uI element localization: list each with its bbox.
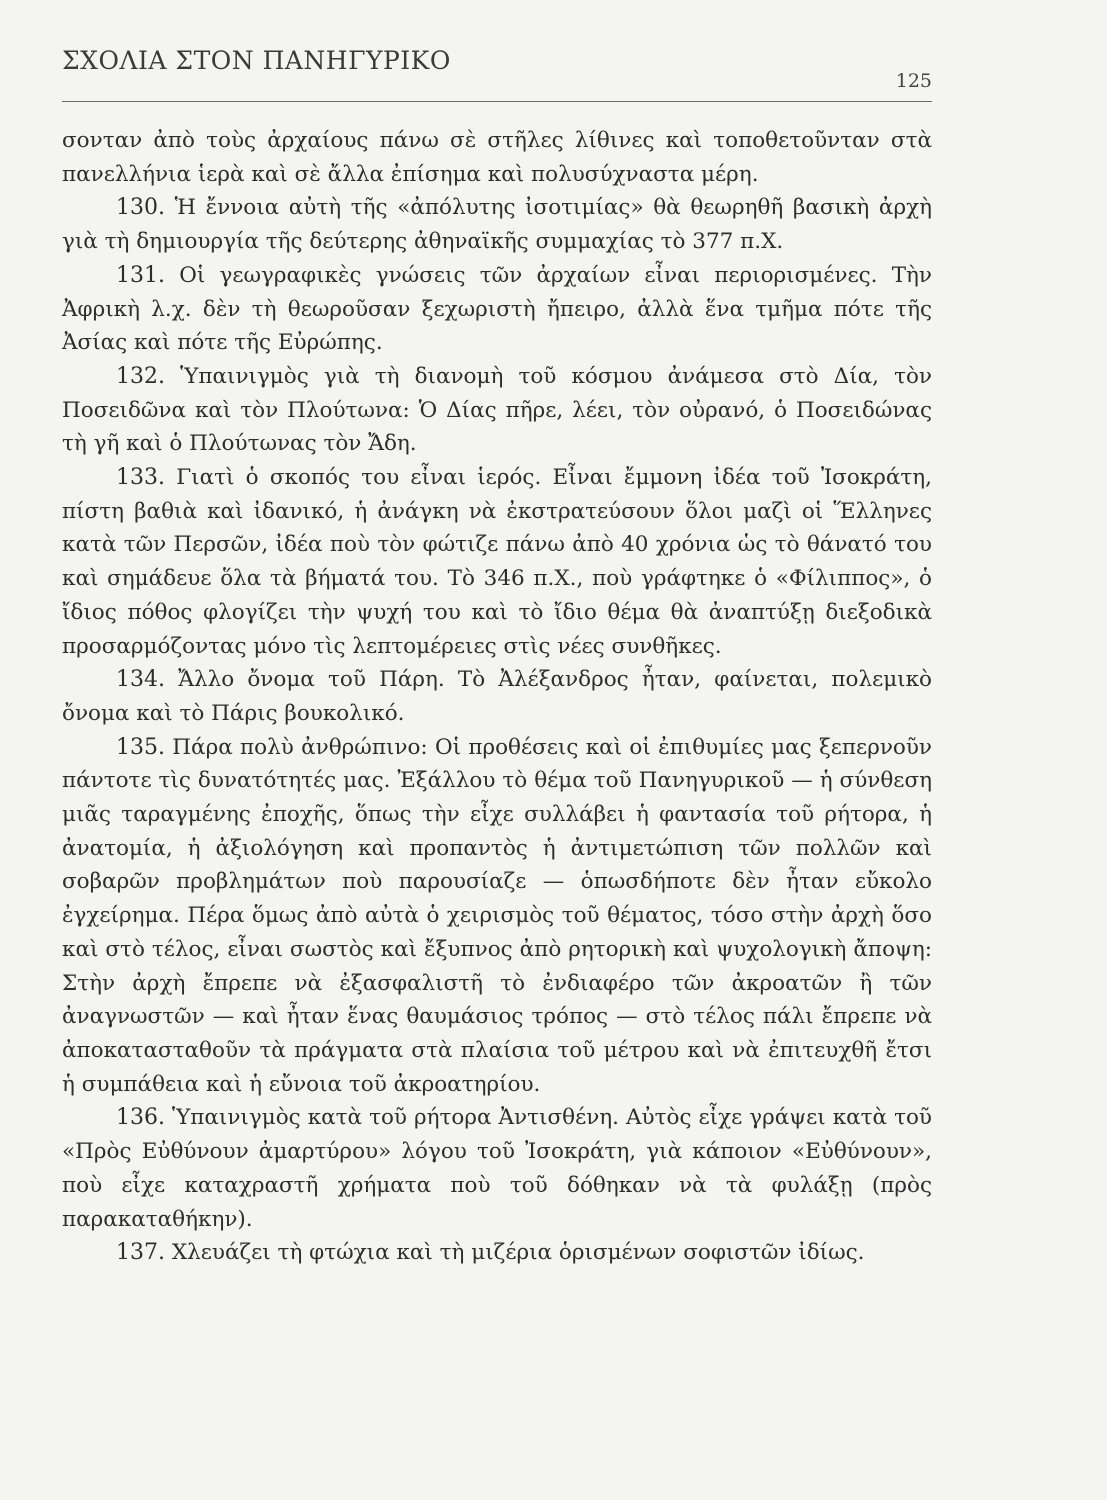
note-number: 132. [116, 363, 165, 389]
note-text: Ἡ ἔννοια αὐτὴ τῆς «ἀπόλυτης ἰσοτιμίας» θὰ θεωρηθῆ βασικὴ ἀρχὴ γιὰ τὴ δημιουργία τῆς δεύτερης ἀθηναϊκῆς συμμαχίας τὸ 377 π.Χ. [62, 195, 932, 255]
note-text: Ὑπαινιγμὸς κατὰ τοῦ ρήτορα Ἀντισθένη. Αὐτὸς εἶχε γράψει κατὰ τοῦ «Πρὸς Εὐθύνουν ἀμαρτύρου» λόγου τοῦ Ἰσοκράτη, γιὰ κάποιον «Εὐθύνουν», ποὺ εἶχε καταχραστῆ χρήματα ποὺ τοῦ δόθηκαν νὰ τὰ φυλάξῃ (πρὸς παρακαταθήκην). [62, 1105, 932, 1232]
note-number: 131. [116, 262, 165, 288]
note-number: 133. [116, 465, 165, 491]
note-130 [62, 191, 932, 258]
header-rule [62, 101, 932, 102]
note-133 [62, 461, 932, 663]
note-text: Χλευάζει τὴ φτώχια καὶ τὴ μιζέρια ὁρισμένων σοφιστῶν ἰδίως. [171, 1240, 865, 1266]
continuation-paragraph: σονταν ἀπὸ τοὺς ἀρχαίους πάνω σὲ στῆλες λίθινες καὶ τοποθετοῦνταν στὰ πανελλήνια ἱερὰ καὶ σὲ ἄλλα ἐπίσημα καὶ πολυσύχναστα μέρη. [62, 128, 932, 187]
note-132 [62, 360, 932, 461]
note-number: 130. [116, 195, 165, 221]
note-137 [62, 1236, 932, 1270]
notes-body [62, 124, 932, 1270]
note-text: Γιατὶ ὁ σκοπός του εἶναι ἱερός. Εἶναι ἔμμονη ἰδέα τοῦ Ἰσοκράτη, πίστη βαθιὰ καὶ ἰδανικό, ἡ ἀνάγκη νὰ ἐκστρατεύσουν ὅλοι μαζὶ οἱ Ἕλληνες κατὰ τῶν Περσῶν, ἰδέα ποὺ τὸν φώτιζε πάνω ἀπὸ 40 χρόνια ὡς τὸ θάνατό του καὶ σημάδευε ὅλα τὰ βήματά του. Τὸ 346 π.Χ., ποὺ γράφτηκε ὁ «Φίλιππος», ὁ ἴδιος πόθος φλογίζει τὴν ψυχή του καὶ τὸ ἴδιο θέμα θὰ ἀναπτύξῃ διεξοδικὰ προσαρμόζοντας μόνο τὶς λεπτομέρειες στὶς νέες συνθῆκες. [62, 465, 932, 659]
note-text: Πάρα πολὺ ἀνθρώπινο: Οἱ προθέσεις καὶ οἱ ἐπιθυμίες μας ξεπερνοῦν πάντοτε τὶς δυνατότητές μας. Ἐξάλλου τὸ θέμα τοῦ Πανηγυρικοῦ — ἡ σύνθεση μιᾶς ταραγμένης ἐποχῆς, ὅπως τὴν εἶχε συλλάβει ἡ φαντασία τοῦ ρήτορα, ἡ ἀνατομία, ἡ ἀξιολόγηση καὶ προπαντὸς ἡ ἀντιμετώπιση τῶν πολλῶν καὶ σοβαρῶν προβλημάτων ποὺ παρουσίαζε — ὁπωσδήποτε δὲν ἦταν εὔκολο ἐγχείρημα. Πέρα ὅμως ἀπὸ αὐτὰ ὁ χειρισμὸς τοῦ θέματος, τόσο στὴν ἀρχὴ ὅσο καὶ στὸ τέλος, εἶναι σωστὸς καὶ ἔξυπνος ἀπὸ ρητορικὴ καὶ ψυχολογικὴ ἄποψη: Στὴν ἀρχὴ ἔπρεπε νὰ ἐξασφαλιστῆ τὸ ἐνδιαφέρο τῶν ἀκροατῶν ἢ τῶν ἀναγνωστῶν — καὶ ἦταν ἕνας θαυμάσιος τρόπος — στὸ τέλος πάλι ἔπρεπε νὰ ἀποκατασταθοῦν τὰ πράγματα στὰ πλαίσια τοῦ μέτρου καὶ νὰ ἐπιτευχθῆ ἔτσι ἡ συμπάθεια καὶ ἡ εὔνοια τοῦ ἀκροατηρίου. [62, 734, 932, 1097]
note-text: Ὑπαινιγμὸς γιὰ τὴ διανομὴ τοῦ κόσμου ἀνάμεσα στὸ Δία, τὸν Ποσειδῶνα καὶ τὸν Πλούτωνα: Ὁ Δίας πῆρε, λέει, τὸν οὐρανό, ὁ Ποσειδώνας τὴ γῆ καὶ ὁ Πλούτωνας τὸν Ἄδη. [62, 363, 932, 457]
running-title: ΣΧΟΛΙΑ ΣΤΟΝ ΠΑΝΗΓΥΡΙΚΟ [62, 46, 451, 75]
note-136 [62, 1101, 932, 1236]
running-head [62, 40, 932, 100]
note-number: 136. [116, 1105, 165, 1131]
note-131 [62, 259, 932, 360]
note-number: 134. [116, 667, 165, 693]
note-number: 135. [116, 734, 165, 760]
note-number: 137. [116, 1240, 165, 1266]
note-text: Ἄλλο ὄνομα τοῦ Πάρη. Τὸ Ἀλέξανδρος ἦταν, φαίνεται, πολεμικὸ ὄνομα καὶ τὸ Πάρις βουκολικό. [62, 667, 932, 726]
page-number: 125 [895, 70, 932, 92]
note-135 [62, 731, 932, 1102]
note-text: Οἱ γεωγραφικὲς γνώσεις τῶν ἀρχαίων εἶναι περιορισμένες. Τὴν Ἀφρικὴ λ.χ. δὲν τὴ θεωροῦσαν ξεχωριστὴ ἤπειρο, ἀλλὰ ἕνα τμῆμα πότε τῆς Ἀσίας καὶ πότε τῆς Εὐρώπης. [62, 262, 932, 356]
note-134 [62, 663, 932, 730]
